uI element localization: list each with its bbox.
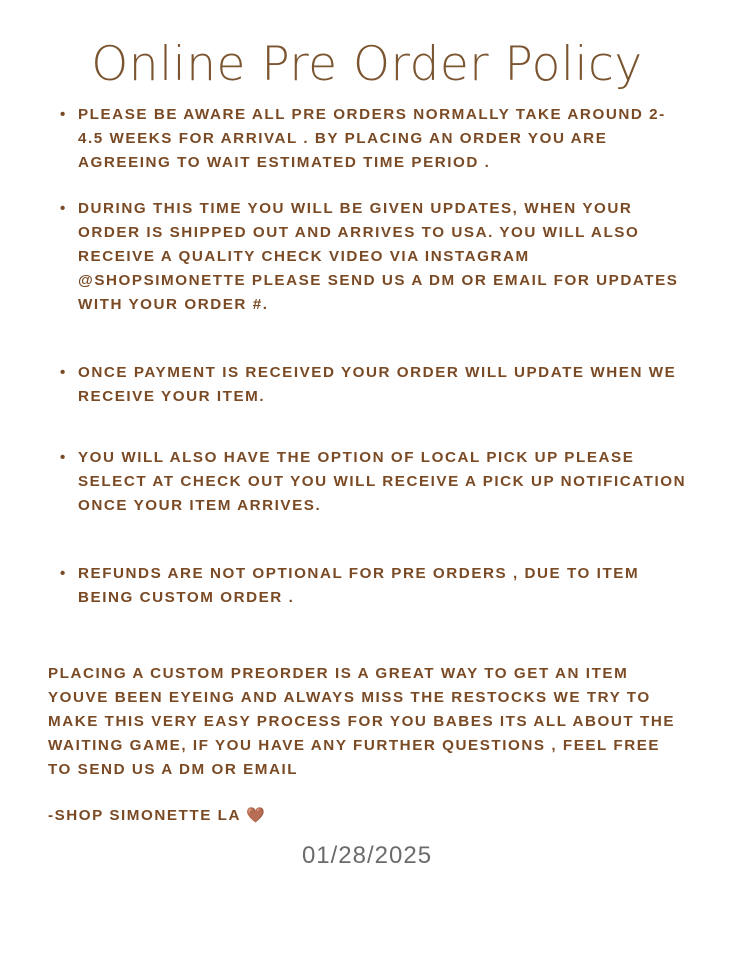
list-item: • ONCE PAYMENT IS RECEIVED YOUR ORDER WILL UPDATE WHEN WE RECEIVE YOUR ITEM.	[60, 361, 688, 409]
closing-paragraph: PLACING A CUSTOM PREORDER IS A GREAT WAY TO GET AN ITEM YOUVE BEEN EYEING AND ALWAYS MISS THE RESTOCKS WE TRY TO MAKE THIS VERY EASY PROCESS FOR YOU BABES ITS ALL ABOUT THE WAITING GAME, IF YOU HAVE ANY FURTHER QUESTIONS , FEEL FREE TO SEND US A DM OR EMAIL	[48, 664, 676, 778]
closing-section	[0, 662, 734, 828]
policy-bullet-list	[0, 103, 734, 609]
list-item: • YOU WILL ALSO HAVE THE OPTION OF LOCAL PICK UP PLEASE SELECT AT CHECK OUT YOU WILL RECEIVE A PICK UP NOTIFICATION ONCE YOUR ITEM ARRIVES.	[60, 446, 688, 518]
brown-heart-icon: 🤎	[246, 806, 265, 824]
list-item: • DURING THIS TIME YOU WILL BE GIVEN UPDATES, WHEN YOUR ORDER IS SHIPPED OUT AND ARRIVES TO USA. YOU WILL ALSO RECEIVE A QUALITY CHECK VIDEO VIA INSTAGRAM @SHOPSIMONETTE PLEASE SEND US A DM OR EMAIL FOR UPDATES WITH YOUR ORDER #.	[60, 197, 688, 317]
page-title: Online Pre Order Policy	[91, 37, 643, 92]
signature-text: -SHOP SIMONETTE LA	[48, 806, 241, 824]
document-date: 01/28/2025	[301, 841, 433, 869]
list-item: • PLEASE BE AWARE ALL PRE ORDERS NORMALLY TAKE AROUND 2-4.5 WEEKS FOR ARRIVAL . BY PLACING AN ORDER YOU ARE AGREEING TO WAIT ESTIMATED TIME PERIOD .	[60, 103, 688, 175]
signature-line	[48, 804, 684, 828]
list-item: • REFUNDS ARE NOT OPTIONAL FOR PRE ORDERS , DUE TO ITEM BEING CUSTOM ORDER .	[60, 562, 688, 610]
